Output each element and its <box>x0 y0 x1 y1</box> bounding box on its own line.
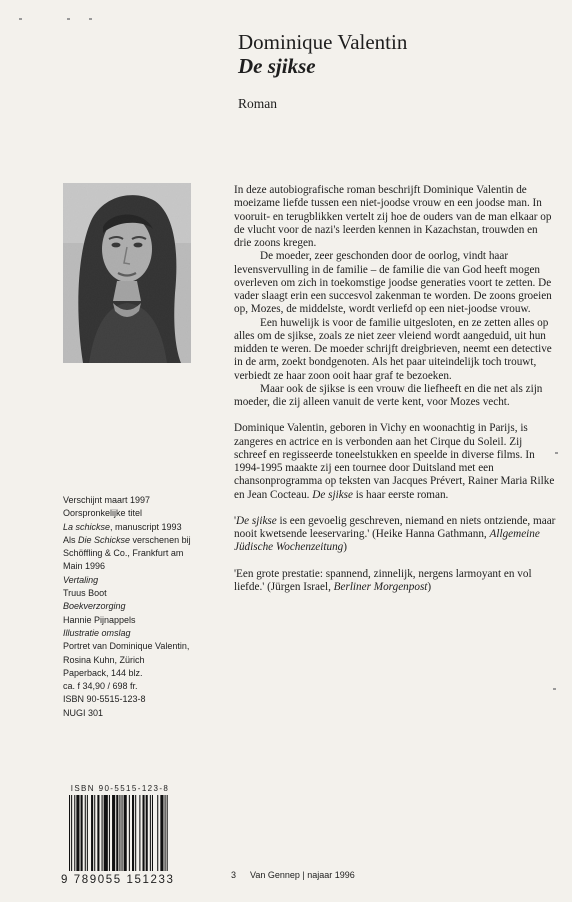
author-name: Dominique Valentin <box>238 30 408 54</box>
original-title: La schickse <box>63 521 111 532</box>
designer-name: Hannie Pijnappels <box>63 614 136 625</box>
blurb-paragraph-1: In deze autobiografische roman beschrijft Dominique Valentin de moeizame liefde tussen een niet-joodse vrouw en een joodse man. In vooruit- en terugblikken vertelt zij hoe de ouders van de man elkaar op de vlucht voor de nazi's leerden kennen in Kazachstan, trouwden en drie zoons kregen. <box>234 184 552 249</box>
portrait-credit-line-1: Portret van Dominique Valentin, <box>63 641 190 652</box>
barcode-digits: 9 789055 151233 <box>61 874 175 886</box>
blurb-paragraph-2: De moeder, zeer geschonden door de oorlog, vindt haar levensvervulling in de familie – de familie die van God heeft mogen overleven om zich in toekomstige joodse generaties voort te zetten. De vader slaagt erin een succesvol zakenman te worden. De zoons groeien op, Mozes, de middelste, wordt verliefd op een niet-joodse vrouw. <box>234 250 552 316</box>
earlier-edition-line-3: Main 1996 <box>63 561 106 572</box>
blurb-text <box>234 184 556 594</box>
review-1-text: is een gevoelig geschreven, niemand en niets ontziende, maar nooit kwetsende leeservaring.' (Heike Hanna Gathmann, <box>234 514 556 540</box>
barcode-bars <box>63 795 177 873</box>
page-number: 3 <box>231 870 237 880</box>
price: ca. f 34,90 / 698 fr. <box>63 681 138 692</box>
review-1-source: Allgemeine Jüdische Wochenzeitung <box>234 528 540 554</box>
blurb-paragraph-4: Maar ook de sjikse is een vrouw die liefheeft en die net als zijn moeder, die zij alleen vanuit de verte kent, voor Mozes vecht. <box>234 382 543 408</box>
review-2-source: Berliner Morgenpost <box>333 580 428 593</box>
translator-name: Truus Boot <box>63 588 107 599</box>
isbn: ISBN 90-5515-123-8 <box>63 694 146 705</box>
review-quote-2 <box>234 568 556 595</box>
publisher-season: Van Gennep | najaar 1996 <box>250 870 355 880</box>
earlier-edition-title: Die Schickse <box>78 534 131 545</box>
translation-label: Vertaling <box>63 574 99 585</box>
author-bio <box>234 422 556 502</box>
earlier-edition-line-2: Schöffling & Co., Frankfurt am <box>63 548 184 559</box>
portrait-credit-line-2: Rosina Kuhn, Zürich <box>63 654 145 665</box>
design-label: Boekverzorging <box>63 601 126 612</box>
review-1-book-title: De sjikse <box>236 514 277 527</box>
original-title-line <box>63 521 233 534</box>
genre-label: Roman <box>238 96 277 111</box>
barcode-isbn-label: ISBN 90-5515-123-8 <box>70 784 170 793</box>
nugi-code: NUGI 301 <box>63 707 104 718</box>
blurb-paragraph-3: Een huwelijk is voor de familie uitgesloten, en ze zetten alles op alles om de sjikse, zoals ze niet zeer vleiend wordt aangeduid, uit hun midden te weren. De moeder schrijft dreigbrieven, neemt een detective in de arm, zoekt bondgenoten. Als het paar uiteindelijk toch trouwt, verbiedt ze haar zoon ooit haar graf te bezoeken. <box>234 316 552 382</box>
title-block <box>238 30 558 112</box>
portrait-image <box>63 183 191 363</box>
author-portrait-painting <box>63 183 191 363</box>
original-title-note: , manuscript 1993 <box>110 521 182 532</box>
review-1-close: ) <box>343 541 347 554</box>
earlier-edition-line-1 <box>63 534 233 547</box>
author-bio-text: Dominique Valentin, geboren in Vichy en woonachtig in Parijs, is zangeres en actrice en is verbonden aan het Cirque du Soleil. Zij schreef en regisseerde toneelstukken en speelde in diverse films. In 1994-1995 maakte zij een tournee door Duitsland met een chansonprogramma op teksten van Jacques Prévert, Rainer Maria Rilke en Jean Cocteau. <box>234 422 555 501</box>
earlier-edition-suffix: verschenen bij <box>130 534 191 545</box>
author-bio-end: is haar eerste roman. <box>352 488 449 501</box>
review-2-text: 'Een grote prestatie: spannend, zinnelijk, nergens larmoyant en vol liefde.' (Jürgen Israel, <box>234 567 532 593</box>
author-bio-book-title: De sjikse <box>312 488 353 501</box>
publication-date: Verschijnt maart 1997 <box>63 495 151 505</box>
isbn-barcode <box>61 784 179 899</box>
cover-illustration-label: Illustratie omslag <box>63 627 131 638</box>
format: Paperback, 144 blz. <box>63 667 143 678</box>
publication-details <box>63 494 233 720</box>
review-2-close: ) <box>427 580 432 593</box>
earlier-edition-prefix: Als <box>63 534 79 545</box>
book-title: De sjikse <box>238 54 316 78</box>
original-title-label: Oorspronkelijke titel <box>63 508 143 519</box>
review-quote-1: 'De sjikse is een gevoelig geschreven, niemand en niets ontziende, maar nooit kwetsende leeservaring.' (Heike Hanna Gathmann, Allgemeine Jüdische Wochenzeitung) <box>234 514 556 554</box>
